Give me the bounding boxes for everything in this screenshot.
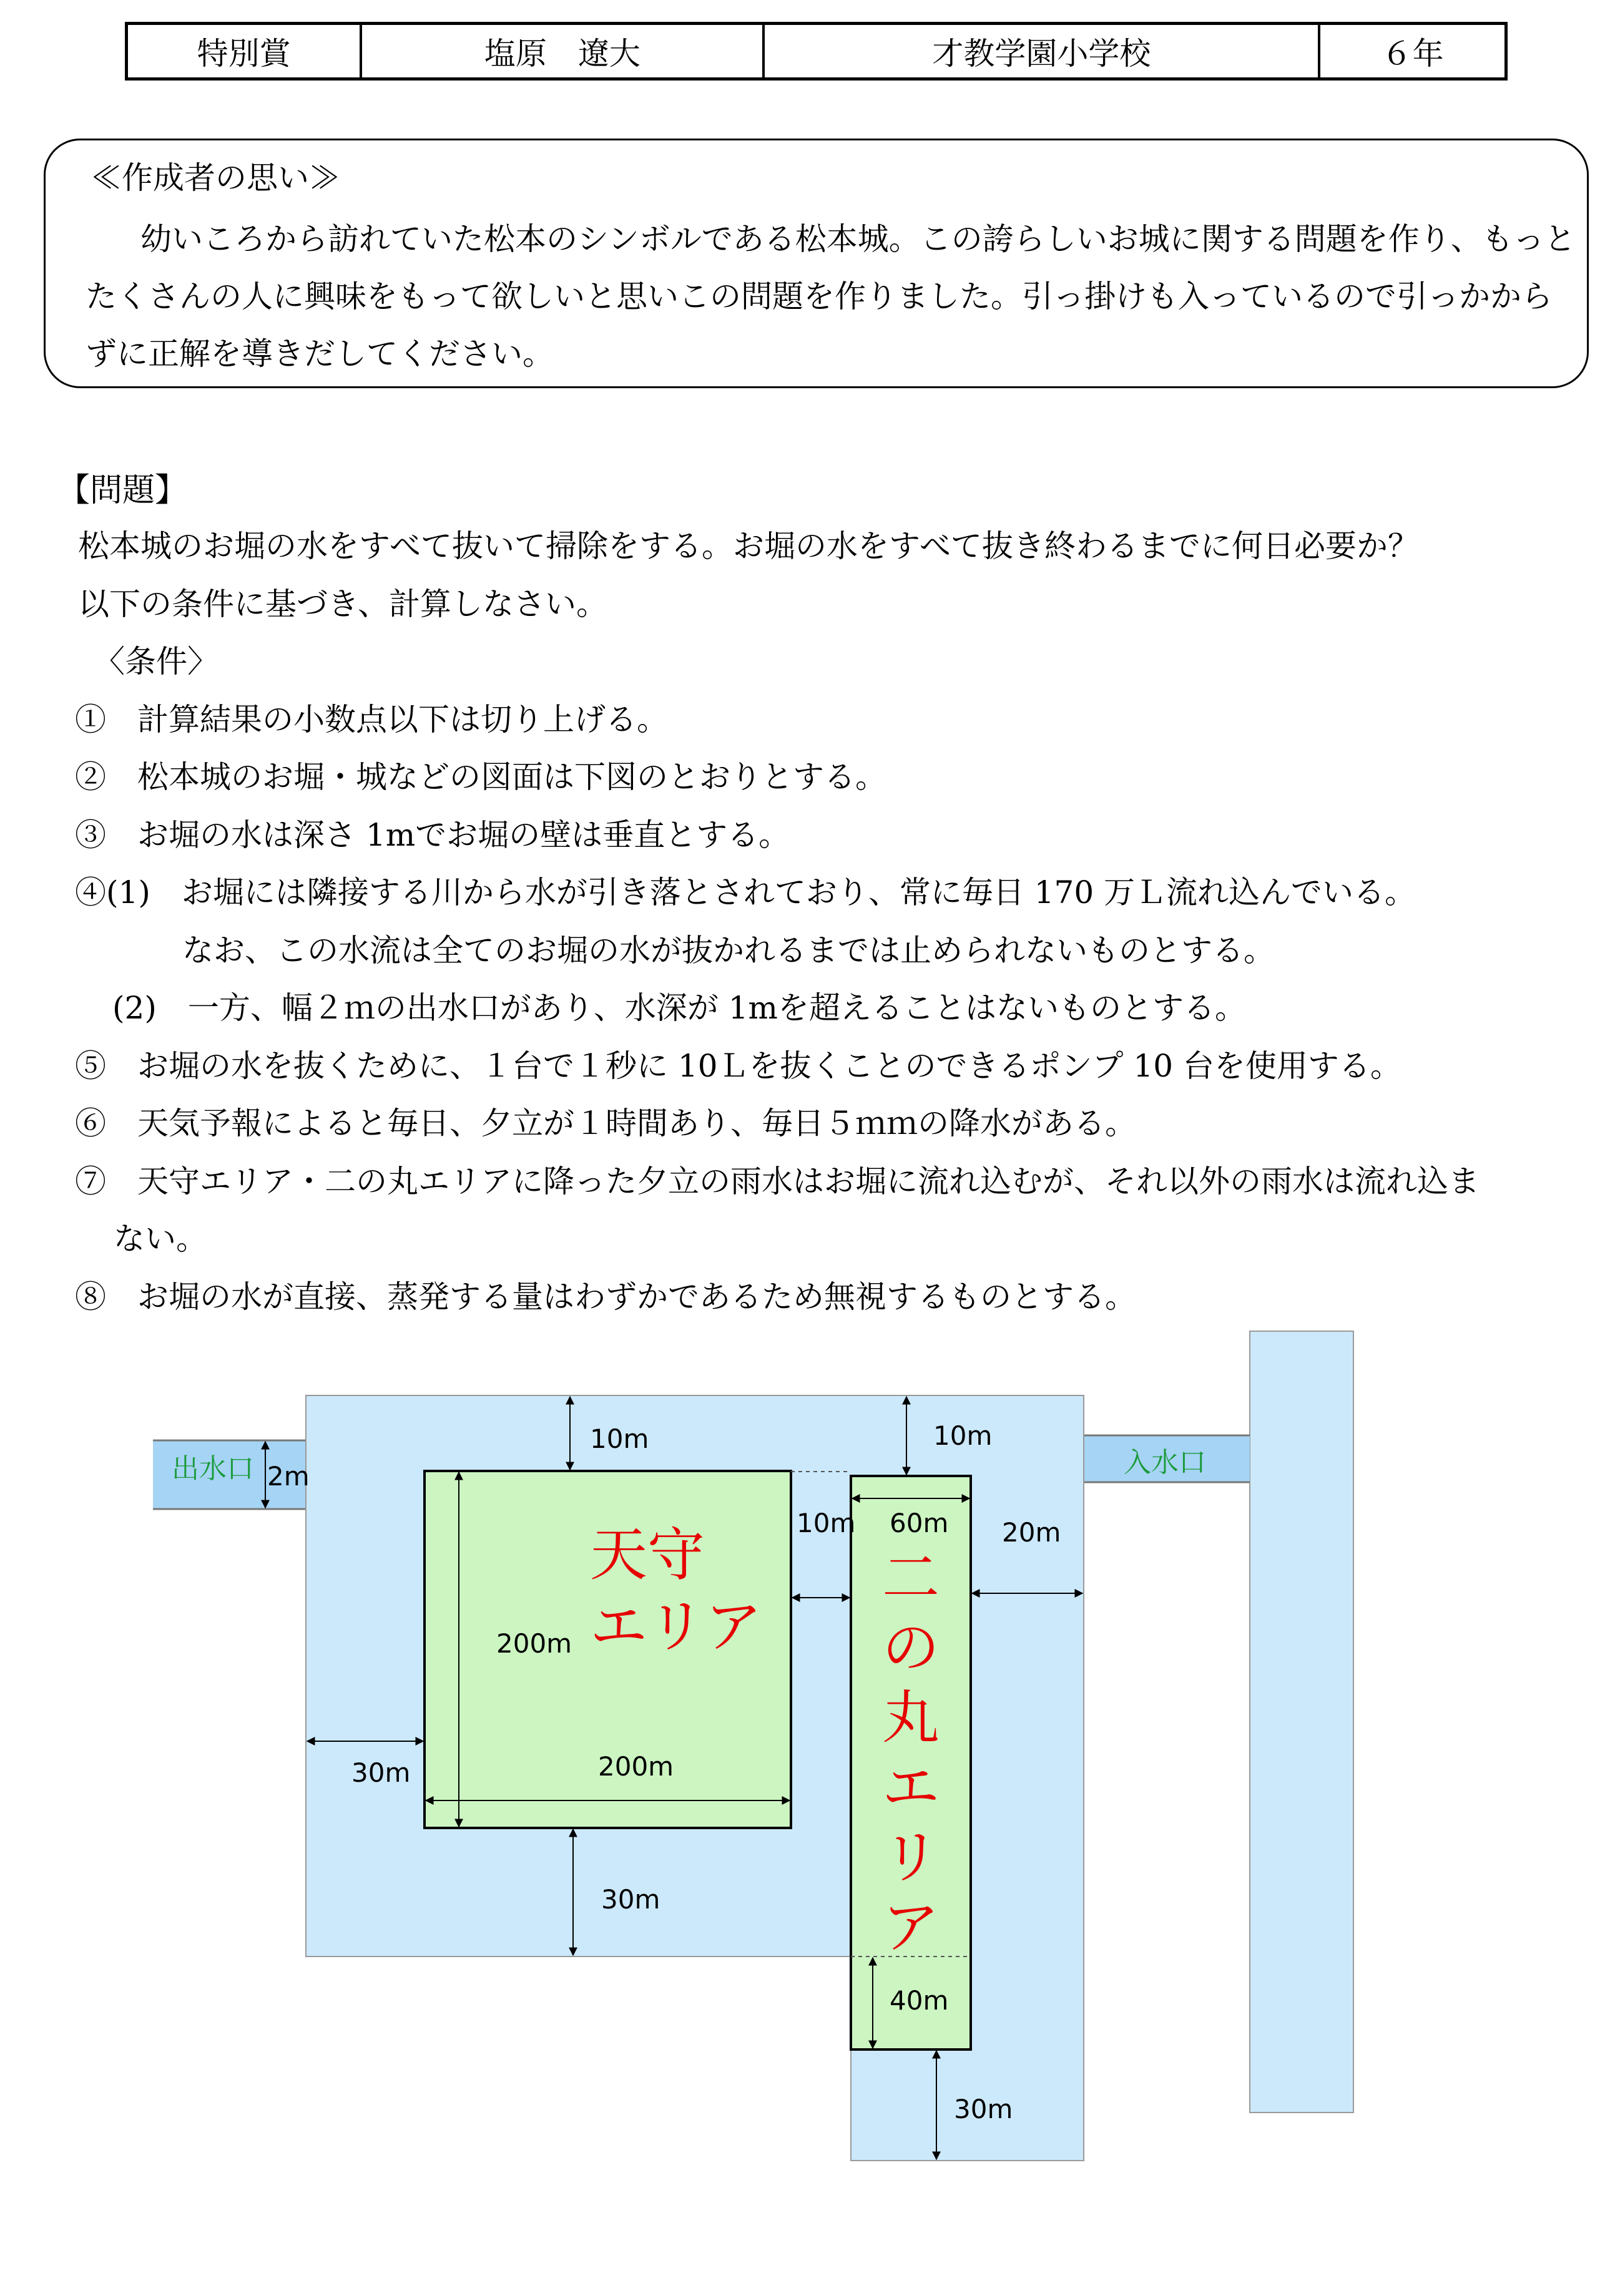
ninomaru-label-char: 丸 — [881, 1684, 940, 1751]
problem-line: ② 松本城のお堀・城などの図面は下図のとおりとする。 — [75, 759, 886, 795]
dim-label-top-ninomaru: 10m — [933, 1420, 993, 1451]
dim-label-right: 20m — [1002, 1517, 1061, 1548]
tenshu-label-line1: 天守 — [590, 1522, 705, 1588]
problem-line: ① 計算結果の小数点以下は切り上げる。 — [75, 701, 668, 738]
problem-title: 【問題】 — [57, 472, 188, 509]
dim-label-tenshu-width: 200m — [598, 1751, 674, 1782]
ninomaru-label-char: エ — [881, 1754, 940, 1821]
problem-line: ⑥ 天気予報によると毎日、夕立が１時間あり、毎日５ｍｍの降水がある。 — [75, 1105, 1136, 1141]
dim-label-between: 10m — [797, 1508, 856, 1538]
school-cell: 才教学園小学校 — [765, 25, 1320, 77]
river — [1250, 1331, 1353, 2113]
problem-line: ⑤ お堀の水を抜くために、１台で１秒に 10Ｌを抜くことのできるポンプ 10 台を使用する。 — [75, 1048, 1401, 1084]
ninomaru-label-char: ア — [881, 1894, 940, 1961]
dim-label-top-tenshu: 10m — [590, 1424, 649, 1454]
problem-line: 以下の条件に基づき、計算しなさい。 — [78, 586, 607, 622]
dim-label-bottom-tenshu: 30m — [601, 1884, 660, 1915]
problem-line: 〈条件〉 — [94, 643, 218, 680]
problem-line: ⑧ お堀の水が直接、蒸発する量はわずかであるため無視するものとする。 — [75, 1279, 1136, 1315]
dim-label-bottom-ninomaru: 30m — [954, 2094, 1013, 2124]
dim-label-outlet: 2m — [267, 1461, 310, 1492]
problem-line: ⑦ 天守エリア・二の丸エリアに降った夕立の雨水はお堀に流れ込むが、それ以外の雨水は流れ込ま — [75, 1163, 1480, 1199]
tenshu-label-line2: エリア — [590, 1593, 763, 1660]
dim-label-left: 30m — [351, 1757, 411, 1788]
problem-line: ③ お堀の水は深さ 1mでお堀の壁は垂直とする。 — [75, 817, 790, 853]
problem-line: なお、この水流は全てのお堀の水が抜かれるまでは止められないものとする。 — [182, 932, 1275, 969]
thoughts-title: ≪作成者の思い≫ — [91, 160, 340, 196]
thoughts-body: 幼いころから訪れていた松本のシンボルである松本城。この誇らしいお城に関する問題を作り、もっとたくさんの人に興味をもって欲しいと思いこの問題を作りました。引っ掛けも入っているので引っかからずに正解を導きだしてください。 — [86, 221, 1576, 372]
outlet-label: 出水口 — [172, 1453, 254, 1485]
ninomaru-label-char: 二 — [881, 1545, 940, 1611]
inlet-label: 入水口 — [1124, 1447, 1206, 1478]
grade-cell: ６年 — [1381, 36, 1444, 72]
name-cell: 塩原 遼大 — [362, 25, 765, 77]
dim-label-ninomaru-lower: 40m — [890, 1985, 949, 2016]
ninomaru-label-char: リ — [881, 1824, 940, 1891]
problem-line: ない。 — [114, 1221, 207, 1257]
problem-line: 松本城のお堀の水をすべて抜いて掃除をする。お堀の水をすべて抜き終わるまでに何日必要か？ — [78, 528, 1419, 564]
dim-label-tenshu-height: 200m — [496, 1628, 572, 1659]
problem-line: (2) 一方、幅２ｍの出水口があり、水深が 1mを超えることはないものとする。 — [112, 990, 1246, 1026]
ninomaru-label-char: の — [881, 1615, 940, 1681]
award-cell: 特別賞 — [128, 25, 362, 77]
problem-line: ④(1) お堀には隣接する川から水が引き落とされており、常に毎日 170 万Ｌ流れ込んでいる。 — [75, 874, 1416, 911]
dim-label-ninomaru-width: 60m — [890, 1508, 949, 1538]
